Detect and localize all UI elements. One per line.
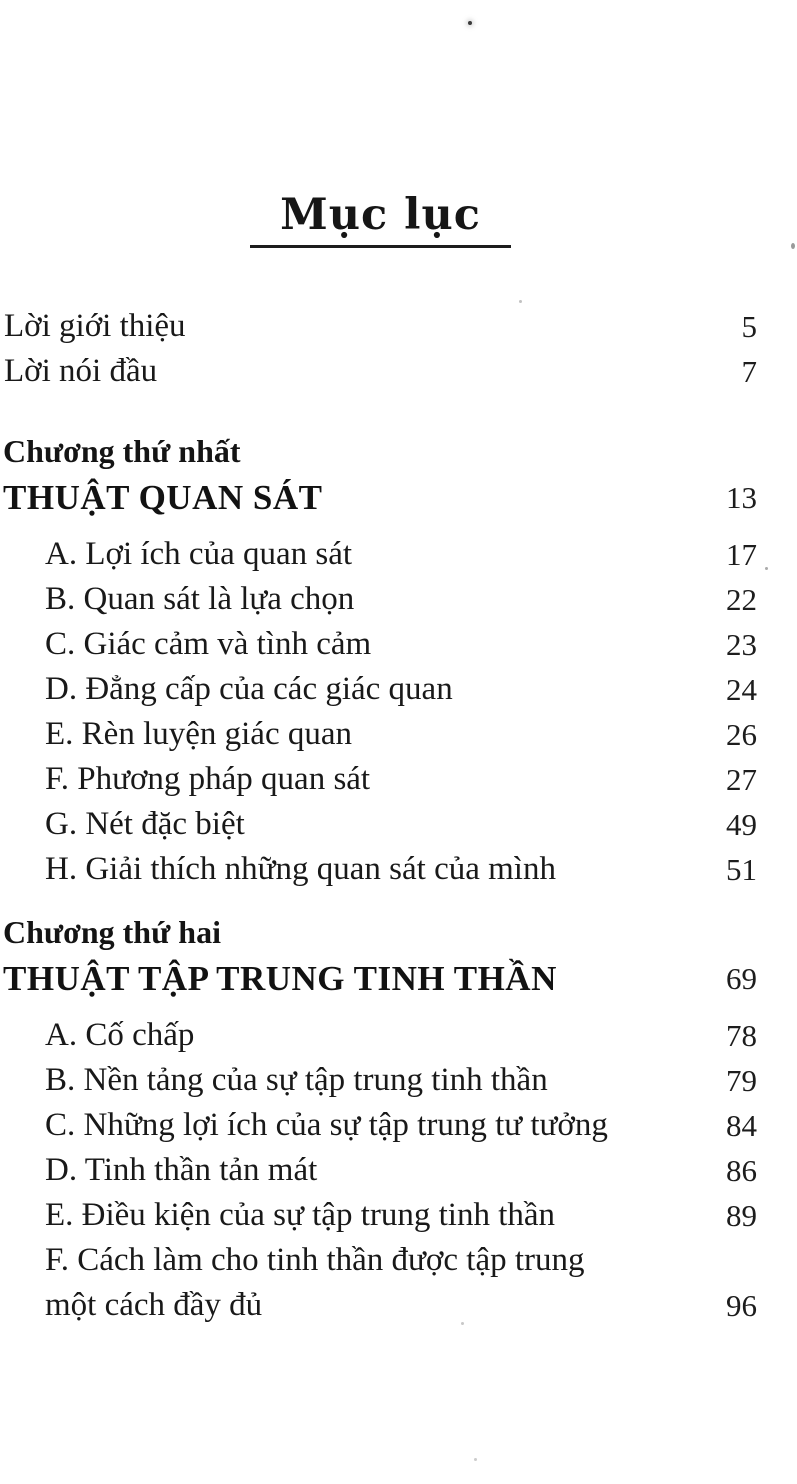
title-wrap	[0, 190, 797, 248]
page-number: 13	[726, 480, 757, 515]
entry-label: B. Quan sát là lựa chọn	[45, 581, 355, 617]
chapter-section-1	[0, 429, 797, 892]
page-number: 5	[741, 309, 757, 344]
page-number: 22	[726, 582, 757, 617]
toc-entry	[0, 1058, 797, 1103]
entry-label-continuation: một cách đầy đủ	[45, 1287, 263, 1323]
page-number: 84	[726, 1108, 757, 1143]
chapter-items	[0, 532, 797, 892]
entry-label: A. Cố chấp	[45, 1017, 195, 1053]
toc-entry	[0, 667, 797, 712]
page-number: 51	[726, 852, 757, 887]
entry-label: F. Cách làm cho tinh thần được tập trung	[45, 1242, 585, 1278]
entry-label: D. Đẳng cấp của các giác quan	[45, 671, 453, 707]
chapter-kicker-label: Chương thứ hai	[3, 914, 221, 950]
toc-entry	[0, 847, 797, 892]
chapter-kicker-label: Chương thứ nhất	[3, 433, 241, 469]
page-title: Mục lục	[250, 190, 511, 248]
toc-entry	[0, 802, 797, 847]
entry-label: E. Điều kiện của sự tập trung tinh thần	[45, 1197, 556, 1233]
scan-speck	[519, 300, 522, 303]
page-number: 96	[726, 1288, 757, 1323]
entry-label: F. Phương pháp quan sát	[45, 761, 371, 797]
toc-list	[0, 304, 797, 1328]
page-number: 69	[726, 961, 757, 996]
page-number: 24	[726, 672, 757, 707]
chapter-title: THUẬT QUAN SÁT	[3, 478, 323, 517]
scan-speck	[461, 1322, 464, 1325]
chapter-kicker	[0, 910, 797, 955]
page-number: 79	[726, 1063, 757, 1098]
scan-speck	[765, 567, 768, 570]
entry-label: B. Nền tảng của sự tập trung tinh thần	[45, 1062, 548, 1098]
toc-entry-front-matter	[0, 349, 797, 394]
toc-entry	[0, 1103, 797, 1148]
page-number: 86	[726, 1153, 757, 1188]
chapter-section-2	[0, 910, 797, 1328]
entry-label: E. Rèn luyện giác quan	[45, 716, 352, 752]
entry-label: Lời nói đầu	[4, 353, 158, 389]
entry-label: C. Giác cảm và tình cảm	[45, 626, 372, 662]
chapter-items	[0, 1013, 797, 1328]
scan-speck	[791, 243, 795, 249]
page-number: 89	[726, 1198, 757, 1233]
toc-entry	[0, 532, 797, 577]
page-number: 27	[726, 762, 757, 797]
scan-speck	[468, 21, 472, 25]
toc-entry	[0, 1148, 797, 1193]
scan-speck	[474, 1458, 477, 1461]
toc-entry	[0, 1193, 797, 1238]
entry-label: A. Lợi ích của quan sát	[45, 536, 353, 572]
toc-entry-line1	[0, 1238, 797, 1283]
page-number: 26	[726, 717, 757, 752]
entry-label: H. Giải thích những quan sát của mình	[45, 851, 556, 887]
chapter-kicker	[0, 429, 797, 474]
toc-entry	[0, 1013, 797, 1058]
toc-entry	[0, 577, 797, 622]
page-number: 78	[726, 1018, 757, 1053]
toc-entry-line2	[0, 1283, 797, 1328]
chapter-title-row	[0, 955, 797, 1003]
entry-label: D. Tinh thần tản mát	[45, 1152, 318, 1188]
page-number: 23	[726, 627, 757, 662]
toc-entry	[0, 757, 797, 802]
chapter-title-row	[0, 474, 797, 522]
entry-label: C. Những lợi ích của sự tập trung tư tưởng	[45, 1107, 608, 1143]
toc-entry	[0, 712, 797, 757]
page-number: 49	[726, 807, 757, 842]
toc-entry	[0, 622, 797, 667]
toc-entry-front-matter	[0, 304, 797, 349]
entry-label: G. Nét đặc biệt	[45, 806, 245, 842]
page-number: 7	[741, 354, 757, 389]
chapter-title: THUẬT TẬP TRUNG TINH THẦN	[3, 959, 557, 998]
entry-label: Lời giới thiệu	[4, 308, 186, 344]
page-number: 17	[726, 537, 757, 572]
